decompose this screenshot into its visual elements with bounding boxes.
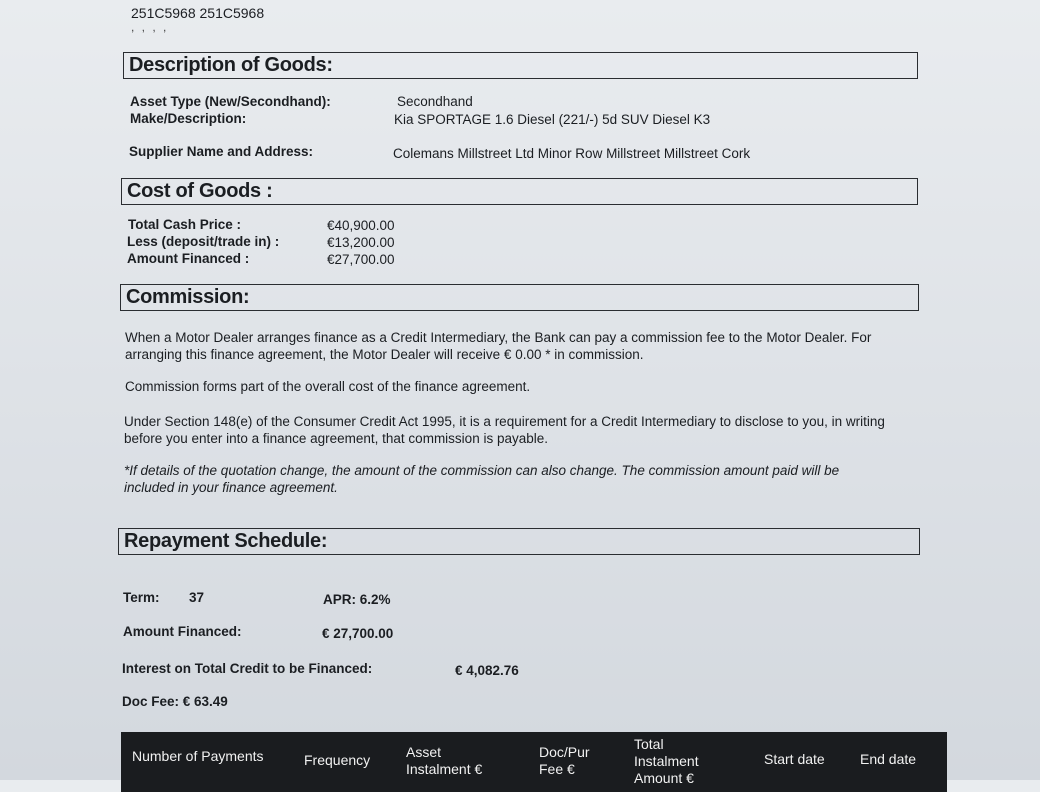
column-end-date: End date [860,751,917,767]
cost-section-header [121,178,918,205]
description-section-header [123,52,918,79]
commission-paragraph-3 [124,413,964,447]
cost-label-deposit: Less (deposit/trade in) : [127,234,280,249]
description-title: Description of Goods: [129,54,333,76]
commission-section-header [120,284,919,311]
interest-label: Interest on Total Credit to be Financed: [122,661,373,676]
asset-type-value: Secondhand [397,94,473,109]
cost-value-deposit: €13,200.00 [327,235,395,250]
commission-p1-line2: arranging this finance agreement, the Motor Dealer will receive € 0.00 * in commission. [125,347,644,362]
make-value: Kia SPORTAGE 1.6 Diesel (221/-) 5d SUV Diesel K3 [394,112,711,127]
term-label: Term: [123,590,160,605]
commission-p1-line1: When a Motor Dealer arranges finance as a Credit Intermediary, the Bank can pay a commission fee to the Motor Dealer. For [125,330,872,345]
column-number-of-payments: Number of Payments [132,748,264,764]
column-frequency: Frequency [304,752,371,768]
cost-label-financed: Amount Financed : [127,251,250,266]
repayment-table-header [121,732,947,792]
commission-note [124,462,964,496]
doc-fee: Doc Fee: € 63.49 [122,694,228,709]
supplier-value: Colemans Millstreet Ltd Minor Row Millstreet Millstreet Cork [393,146,751,161]
cost-value-total: €40,900.00 [327,218,395,233]
commission-note-line2: included in your finance agreement. [124,480,338,495]
cost-value-financed: €27,700.00 [327,252,395,267]
interest-value: € 4,082.76 [455,663,519,678]
cost-label-total: Total Cash Price : [128,217,242,232]
amount-financed-value: € 27,700.00 [322,626,394,641]
cost-title: Cost of Goods : [127,180,273,202]
commission-paragraph-1 [125,329,965,363]
apr-value: APR: 6.2% [323,592,391,607]
reference-number: 251C5968 251C5968 [131,5,265,21]
commission-p3-line1: Under Section 148(e) of the Consumer Credit Act 1995, it is a requirement for a Credit Intermediary to disclose to you, in writing [124,414,885,429]
commission-paragraph-2: Commission forms part of the overall cost of the finance agreement. [125,379,531,394]
column-start-date: Start date [764,751,825,767]
column-total-instalment: Total Instalment Amount € [634,736,699,786]
repayment-section-header [118,528,920,555]
commission-note-line1: *If details of the quotation change, the amount of the commission can also change. The commission amount paid will be [124,463,840,478]
amount-financed-label: Amount Financed: [123,624,242,639]
term-value: 37 [189,590,205,605]
commission-title: Commission: [126,286,250,308]
supplier-label: Supplier Name and Address: [129,144,314,159]
repayment-title: Repayment Schedule: [124,530,328,552]
commission-p3-line2: before you enter into a finance agreement, that commission is payable. [124,431,548,446]
column-asset-instalment: Asset Instalment € [406,744,483,777]
column-doc-pur-fee: Doc/Pur Fee € [539,744,590,777]
asset-type-label: Asset Type (New/Secondhand): [130,94,331,109]
reference-dots: , , , , [131,20,169,34]
make-label: Make/Description: [130,111,247,126]
